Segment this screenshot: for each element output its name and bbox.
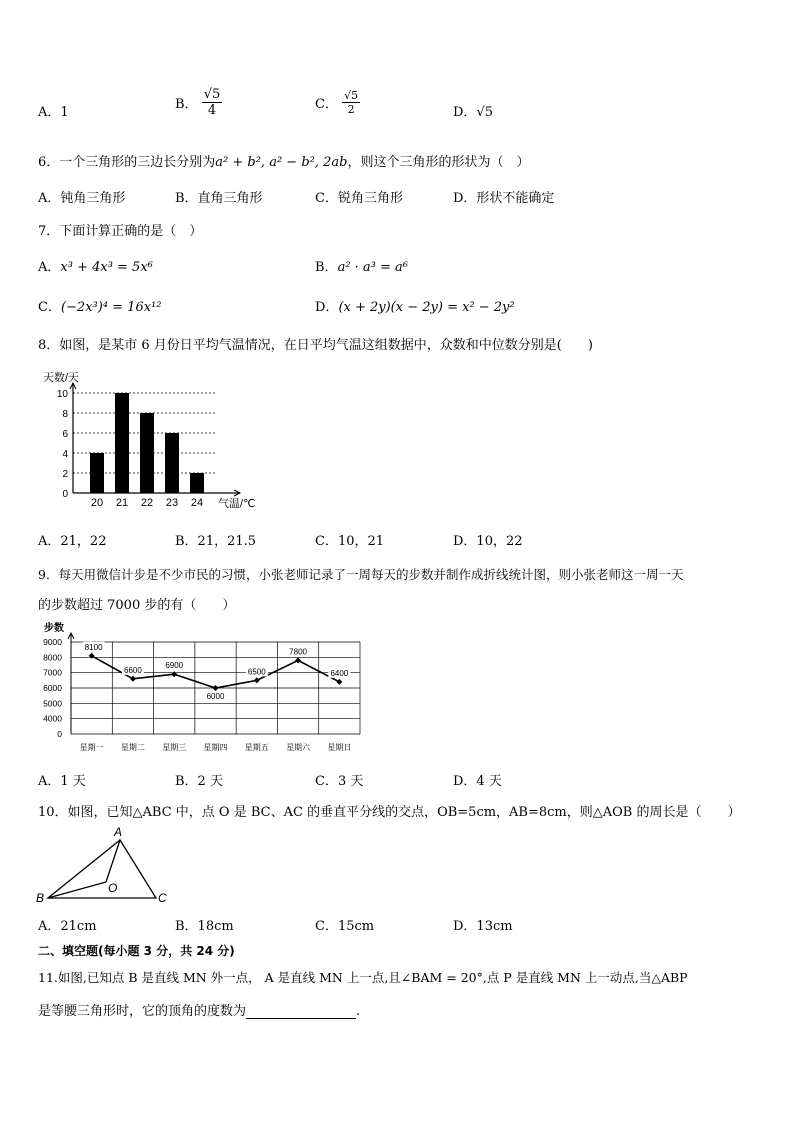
option-letter: A． <box>38 260 61 275</box>
line-point-星期三 <box>171 671 177 677</box>
q6-stem <box>38 151 529 170</box>
line-point-星期六 <box>295 657 301 663</box>
bar-y-tick-label: 10 <box>56 389 68 400</box>
q6-option-b: B．直角三角形 <box>175 191 263 206</box>
line-y-tick-label: 5000 <box>43 698 62 709</box>
line-data-label: 6400 <box>330 668 349 678</box>
label-b: B <box>36 891 45 905</box>
label-c: C <box>158 891 167 905</box>
q10-stem: 10．如图，已知△ABC 中，点 O 是 BC、AC 的垂直平分线的交点，OB=5cm，AB=8cm，则△AOB 的周长是（ ） <box>38 805 741 820</box>
option-letter: C． <box>315 97 338 112</box>
line-data-label: 6900 <box>165 661 184 671</box>
line-point-星期四 <box>213 685 219 691</box>
stem-text: 6．一个三角形的三边长分别为 <box>38 155 216 170</box>
fraction <box>342 89 360 116</box>
q9-stem-line1: 9．每天用微信计步是不少市民的习惯，小张老师记录了一周每天的步数并制作成折线统计图，则小张老师这一周一天 <box>38 567 684 582</box>
q6-option-d: D．形状不能确定 <box>453 191 555 206</box>
bar-24 <box>190 473 204 493</box>
label-a: A <box>114 825 123 839</box>
temperature-bar-chart <box>40 365 280 515</box>
bar-x-tick-label: 24 <box>190 497 204 509</box>
line-data-label: 8100 <box>84 642 103 652</box>
section-heading: 二、填空题(每小题 3 分，共 24 分) <box>38 944 235 958</box>
q5-option-c <box>315 89 360 116</box>
q8-option-c: C．10，21 <box>315 534 385 549</box>
bar-y-tick-label: 0 <box>62 489 68 500</box>
line-point-星期日 <box>336 679 342 685</box>
bar-x-tick-label: 22 <box>140 497 154 509</box>
fraction-numerator: √5 <box>344 89 359 102</box>
line-y-tick-label: 7000 <box>43 667 62 678</box>
option-letter: A． <box>38 105 61 120</box>
q7-option-b <box>315 256 408 275</box>
fraction-denominator: 4 <box>207 103 217 118</box>
line-x-tick-label: 星期一 <box>79 743 104 752</box>
line-x-tick-label: 星期五 <box>244 743 269 752</box>
q11-text: 是等腰三角形时，它的顶角的度数为 <box>38 1004 247 1019</box>
q7-option-a <box>38 256 153 275</box>
q9-stem-line2: 的步数超过 7000 步的有（ ） <box>38 598 236 613</box>
q5-option-b <box>175 87 222 118</box>
bar-22 <box>140 413 154 493</box>
bar-x-tick-label: 23 <box>165 497 179 509</box>
option-text: 1 <box>60 105 69 120</box>
bar-x-tick-label: 21 <box>115 497 129 509</box>
bar-21 <box>115 393 129 493</box>
math-expression: a² · a³ = a⁶ <box>337 260 409 275</box>
line-x-tick-label: 星期四 <box>203 743 228 752</box>
option-letter: D． <box>315 300 339 315</box>
bar-y-tick-label: 8 <box>62 409 68 420</box>
q7-stem: 7．下面计算正确的是（ ） <box>38 224 203 239</box>
q8-stem: 8．如图，是某市 6 月份日平均气温情况，在日平均气温这组数据中，众数和中位数分别是( ) <box>38 338 593 353</box>
line-data-label: 7800 <box>289 647 307 657</box>
line-y-tick-label: 9000 <box>43 637 62 647</box>
line-x-tick-label: 星期三 <box>162 743 187 752</box>
fraction-numerator: √5 <box>203 87 221 102</box>
line-point-星期五 <box>254 677 260 683</box>
q10-option-a: A．21cm <box>38 919 97 934</box>
q7-option-d <box>315 296 515 315</box>
stem-text: ，则这个三角形的形状为（ ） <box>347 155 530 170</box>
q6-option-c: C．锐角三角形 <box>315 191 403 206</box>
q9-option-b: B．2 天 <box>175 774 223 789</box>
option-letter: C． <box>38 300 61 315</box>
segment-ob <box>48 882 106 898</box>
q9-option-a: A．1 天 <box>38 774 86 789</box>
q5-option-a <box>38 101 69 120</box>
q8-option-a: A．21，22 <box>38 534 107 549</box>
q11-line1: 11.如图,已知点 B 是直线 MN 外一点， A 是直线 MN 上一点,且∠BAM = 20°,点 P 是直线 MN 上一动点,当△ABP <box>38 970 688 985</box>
label-o: O <box>108 881 118 895</box>
line-data-label: 6000 <box>206 692 225 701</box>
line-chart-y-axis-label: 步数 <box>44 623 64 634</box>
line-y-tick-label: 6000 <box>43 683 62 693</box>
bar-y-tick-label: 2 <box>62 469 68 480</box>
q9-option-d: D．4 天 <box>453 774 502 789</box>
line-point-星期二 <box>130 676 136 682</box>
line-x-tick-label: 星期六 <box>286 743 311 752</box>
math-expression: x³ + 4x³ = 5x⁶ <box>60 260 153 275</box>
steps-line-chart <box>38 620 368 758</box>
bar-20 <box>90 453 104 493</box>
q5-option-d <box>453 101 493 120</box>
answer-blank[interactable] <box>246 1006 356 1019</box>
option-letter: D． <box>453 105 477 120</box>
q6-option-a: A．钝角三角形 <box>38 191 126 206</box>
bar-y-tick-label: 4 <box>62 449 68 460</box>
q11-line2: 是等腰三角形时，它的顶角的度数为 . <box>38 1004 361 1019</box>
q8-option-b: B．21，21.5 <box>175 534 257 549</box>
q10-option-c: C．15cm <box>315 919 375 934</box>
math-expression: a² + b², a² − b², 2ab <box>215 155 348 170</box>
triangle-figure <box>34 824 184 906</box>
line-y-tick-label: 8000 <box>43 652 62 663</box>
math-expression: (−2x³)⁴ = 16x¹² <box>60 300 162 315</box>
q10-option-b: B．18cm <box>175 919 234 934</box>
line-data-label: 6600 <box>124 665 142 675</box>
fraction <box>202 87 223 118</box>
line-x-tick-label: 星期二 <box>120 743 145 752</box>
q7-option-c <box>38 296 161 315</box>
line-point-星期一 <box>89 653 95 659</box>
math-expression: (x + 2y)(x − 2y) = x² − 2y² <box>338 300 515 315</box>
q9-option-c: C．3 天 <box>315 774 364 789</box>
fraction-denominator: 2 <box>347 103 355 116</box>
bar-y-tick-label: 6 <box>62 429 68 440</box>
line-y-tick-label: 4000 <box>43 713 62 724</box>
bar-x-tick-label: 20 <box>90 497 104 509</box>
option-letter: B． <box>175 97 198 112</box>
option-text: √5 <box>476 105 493 120</box>
bar-23 <box>165 433 179 493</box>
line-data-label: 6500 <box>247 667 266 677</box>
option-letter: B． <box>315 260 338 275</box>
q10-option-d: D．13cm <box>453 919 513 934</box>
q8-option-d: D．10，22 <box>453 534 523 549</box>
bar-chart-y-axis-label: 天数/天 <box>43 372 80 384</box>
triangle-abc <box>48 840 156 898</box>
bar-chart-x-axis-label: 气温/℃ <box>218 498 256 510</box>
line-y-tick-label: 0 <box>57 729 62 739</box>
line-x-tick-label: 星期日 <box>327 743 352 752</box>
